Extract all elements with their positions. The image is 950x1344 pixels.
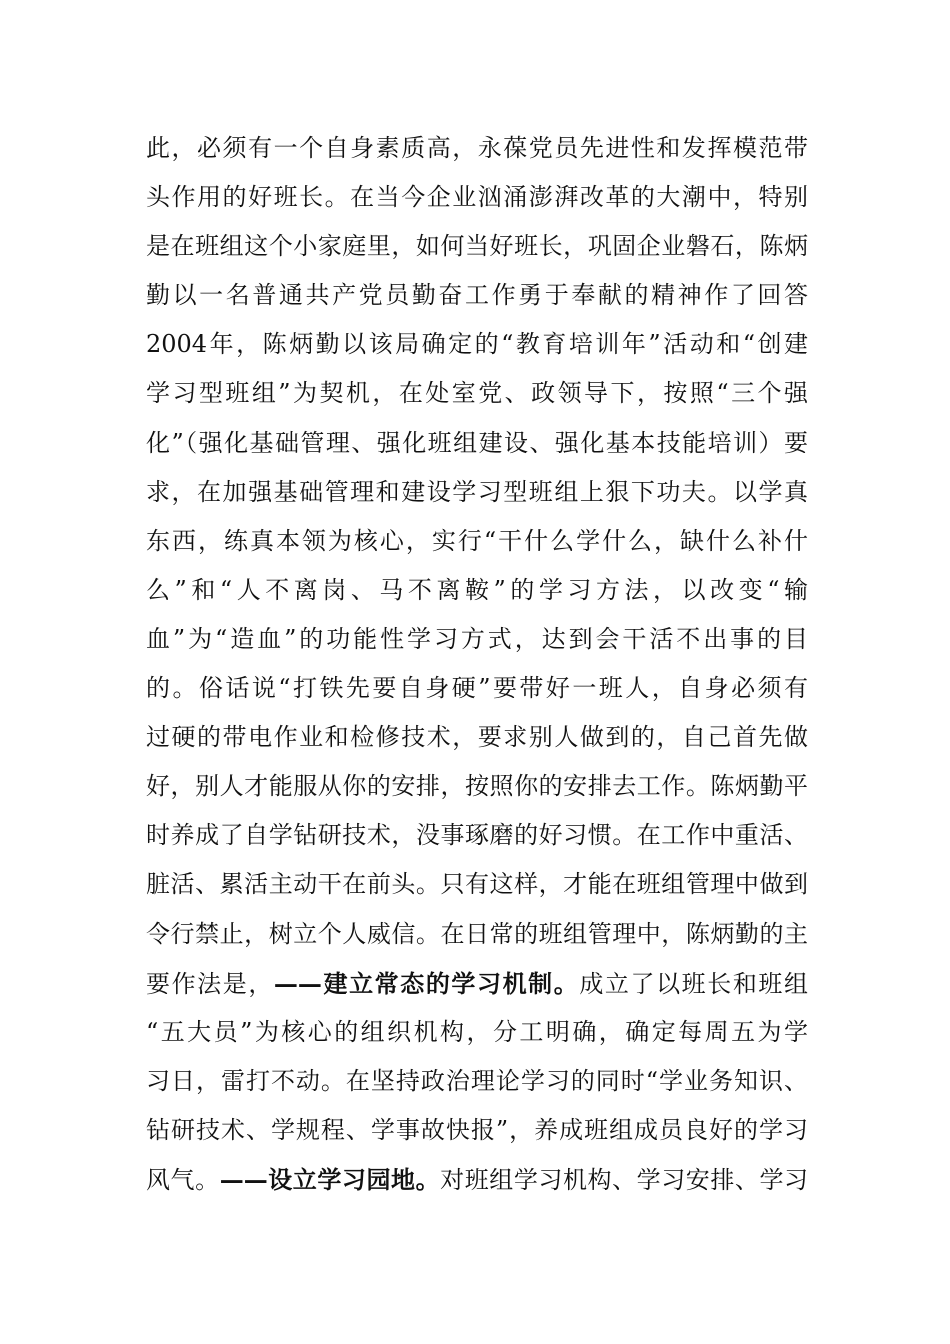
text-segment: 勤以一名普通共产党员勤奋工作勇于奉献的精神作了回答 <box>146 281 808 310</box>
text-line <box>146 910 808 959</box>
text-segment: 过硬的带电作业和检修技术，要求别人做到的，自己首先做 <box>146 723 808 752</box>
text-line <box>146 1106 808 1155</box>
text-segment: 化”（强化基础管理、强化班组建设、强化基本技能培训）要 <box>146 428 808 457</box>
text-line <box>146 468 808 517</box>
text-segment: 此，必须有一个自身素质高，永葆党员先进性和发挥模范带 <box>146 134 808 162</box>
text-segment: 风气。 <box>146 1165 220 1194</box>
text-segment: 对班组学习机构、学习安排、学习 <box>440 1165 809 1194</box>
text-line <box>146 811 808 860</box>
text-segment: 令行禁止，树立个人威信。在日常的班组管理中，陈炳勤的主 <box>146 919 808 948</box>
text-segment: 是在班组这个小家庭里，如何当好班长，巩固企业磐石，陈炳 <box>146 232 808 261</box>
bold-heading-phrase: ——设立学习园地。 <box>219 1164 441 1194</box>
text-line <box>146 1008 808 1057</box>
text-segment: 血”为“造血”的功能性学习方式，达到会干活不出事的目 <box>146 624 808 653</box>
text-segment: “五大员”为核心的组织机构，分工明确，确定每周五为学 <box>146 1017 808 1046</box>
text-line <box>146 173 808 222</box>
bold-heading-phrase: ——建立常态的学习机制。 <box>273 968 580 998</box>
text-segment: 脏活、累活主动干在前头。只有这样，才能在班组管理中做到 <box>146 870 808 899</box>
text-segment: 要作法是， <box>146 969 274 998</box>
text-segment: 么”和“人不离岗、马不离鞍”的学习方法，以改变“输 <box>146 575 808 604</box>
body-text <box>146 124 808 1204</box>
text-line <box>146 713 808 762</box>
text-line <box>146 615 808 664</box>
text-line <box>146 959 808 1008</box>
text-line <box>146 222 808 271</box>
text-segment: 东西，练真本领为核心，实行“干什么学什么，缺什么补什 <box>146 526 808 555</box>
text-line <box>146 271 808 320</box>
text-line <box>146 664 808 713</box>
text-line <box>146 124 808 173</box>
text-segment: 头作用的好班长。在当今企业汹涌澎湃改革的大潮中，特别 <box>146 183 808 212</box>
text-line <box>146 517 808 566</box>
text-segment: 的。俗话说“打铁先要自身硬”要带好一班人，自身必须有 <box>146 674 808 703</box>
text-line <box>146 320 808 369</box>
text-line <box>146 369 808 418</box>
text-segment: 习日，雷打不动。在坚持政治理论学习的同时“学业务知识、 <box>146 1066 808 1095</box>
text-line <box>146 860 808 909</box>
text-line <box>146 1057 808 1106</box>
text-segment: 好，别人才能服从你的安排，按照你的安排去工作。陈炳勤平 <box>146 772 808 801</box>
text-line <box>146 1155 808 1204</box>
text-segment: 钻研技术、学规程、学事故快报”，养成班组成员良好的学习 <box>146 1115 808 1144</box>
text-segment: 成立了以班长和班组 <box>579 969 809 998</box>
text-segment: 时养成了自学钻研技术，没事琢磨的好习惯。在工作中重活、 <box>146 821 808 850</box>
text-line <box>146 762 808 811</box>
text-segment: 学习型班组”为契机，在处室党、政领导下，按照“三个强 <box>146 379 808 408</box>
text-line <box>146 566 808 615</box>
text-segment: 求，在加强基础管理和建设学习型班组上狠下功夫。以学真 <box>146 477 808 506</box>
text-segment: 2004年，陈炳勤以该局确定的“教育培训年”活动和“创建 <box>146 330 808 359</box>
text-line <box>146 419 808 468</box>
